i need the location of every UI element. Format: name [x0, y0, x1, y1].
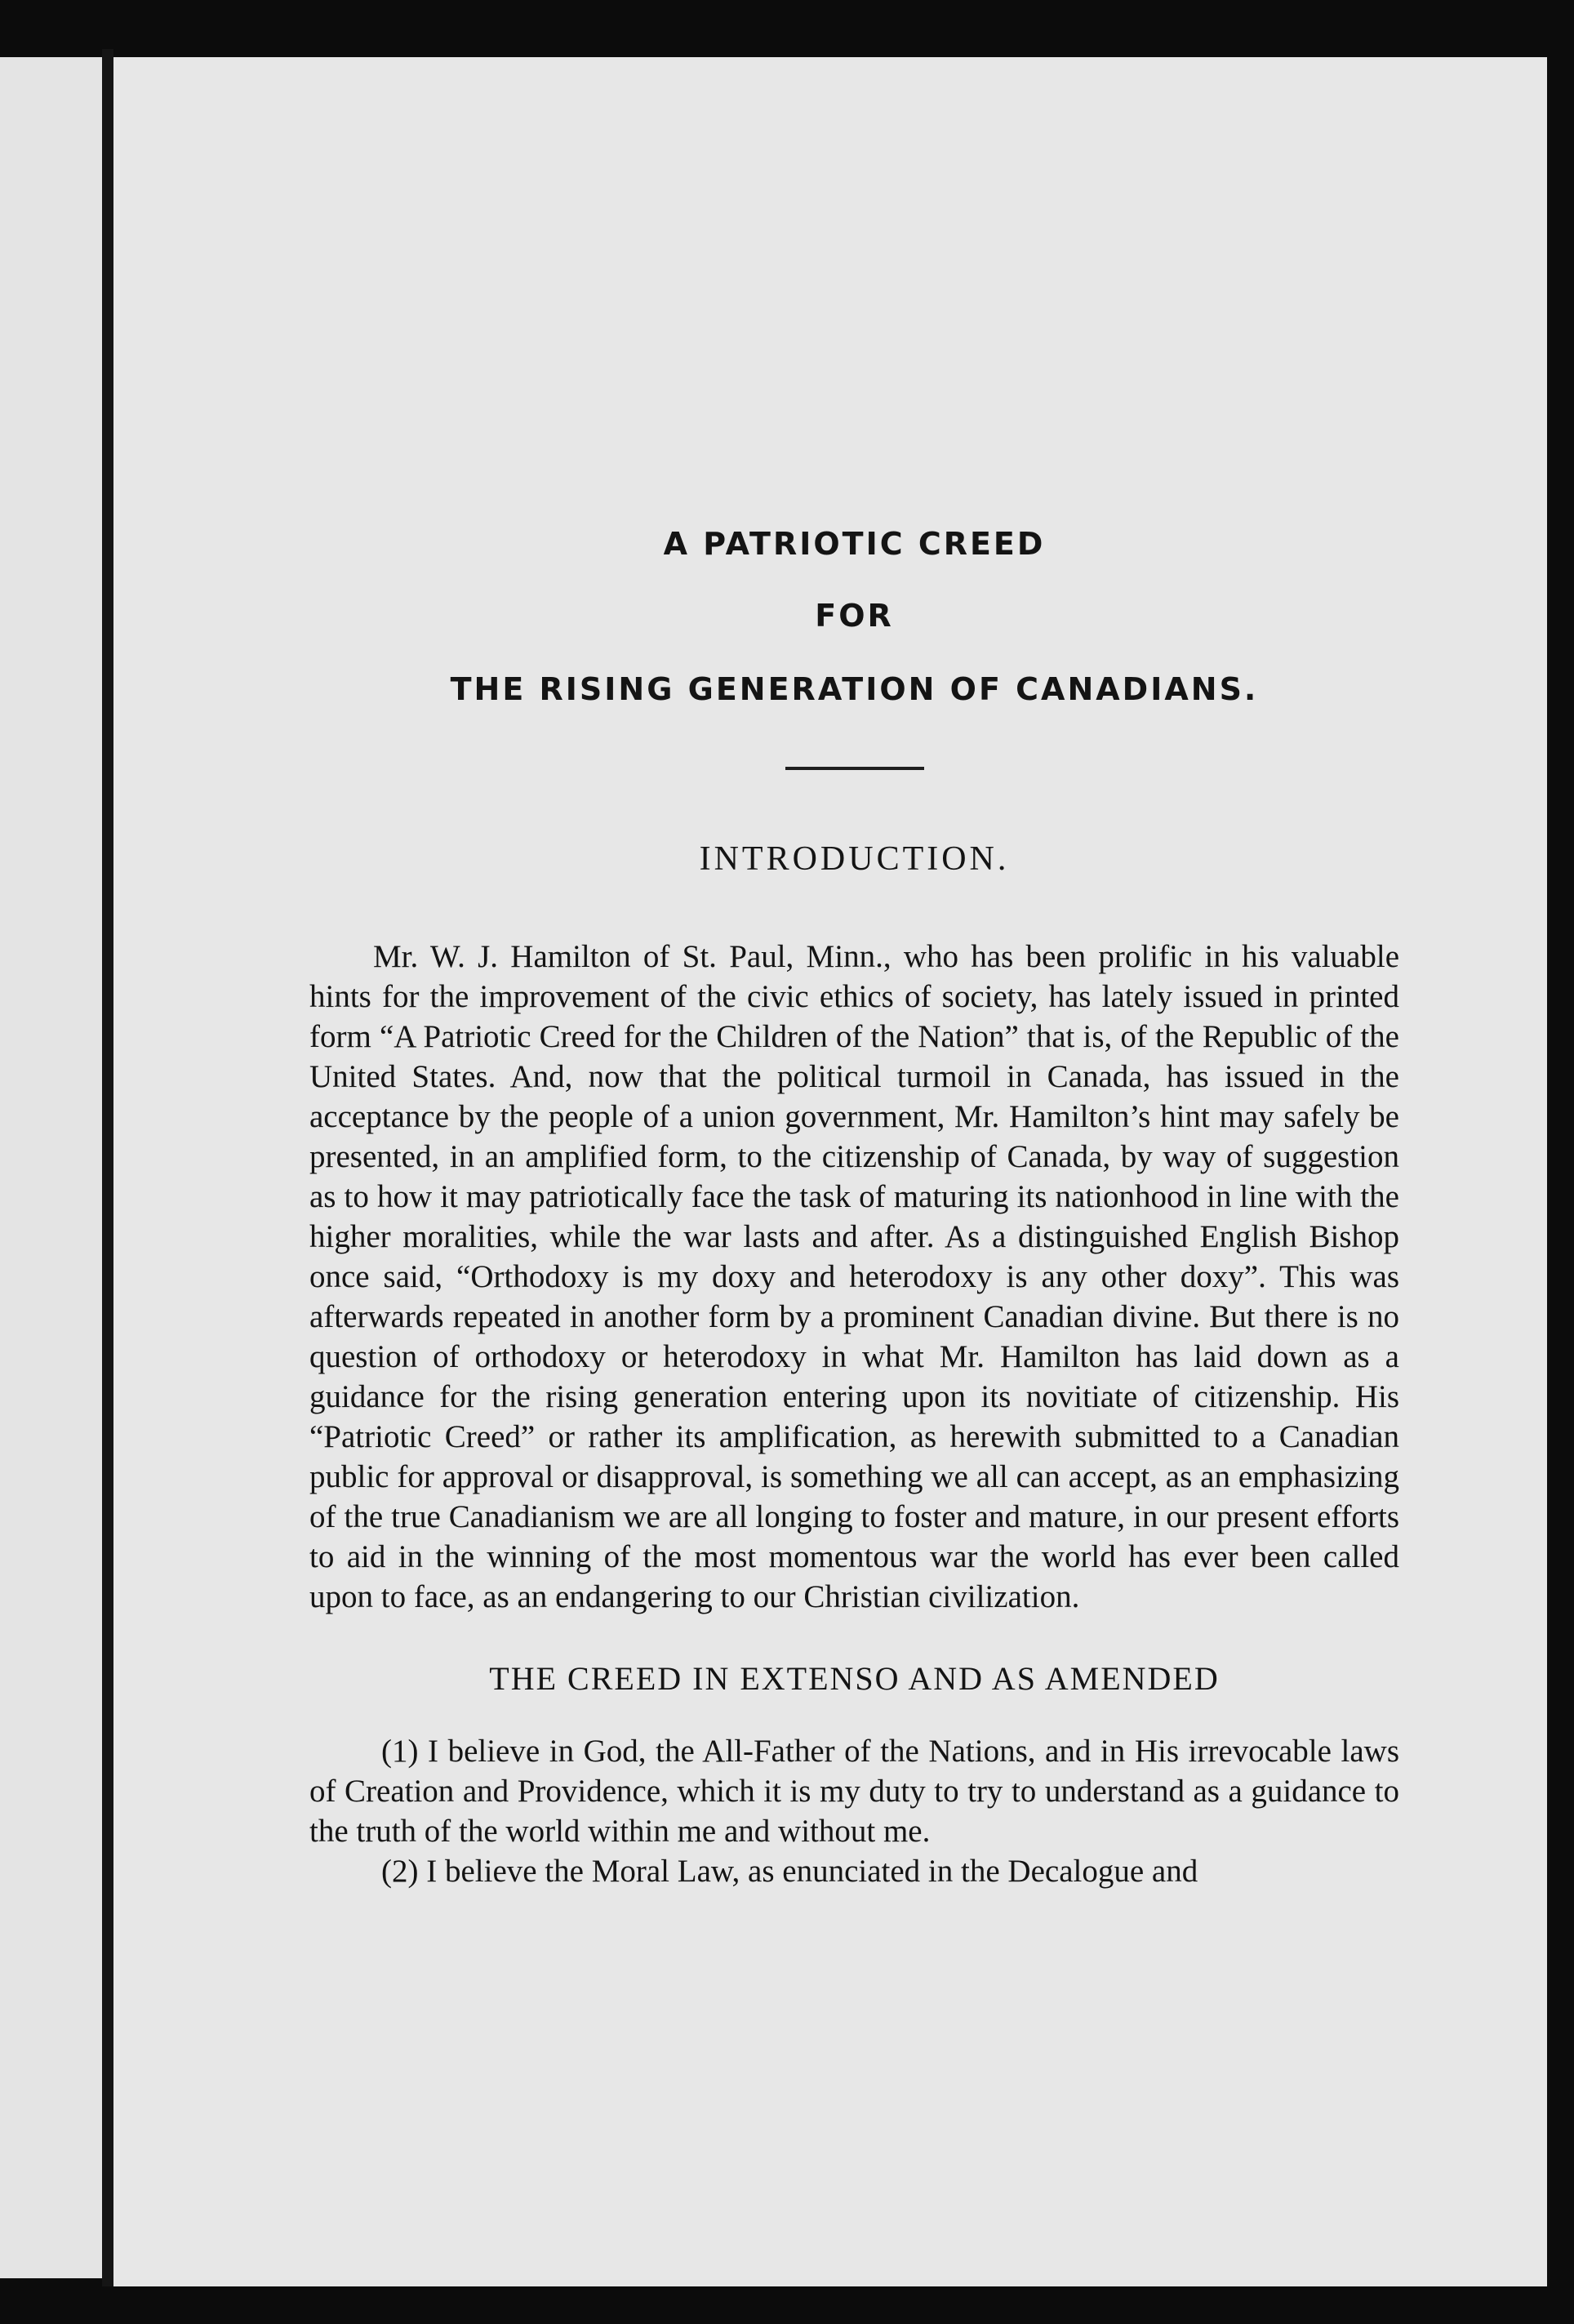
introduction-paragraph: Mr. W. J. Hamilton of St. Paul, Minn., who has been prolific in his valuable hints for the improvement of the civic ethics of society, has lately issued in printed form “A Patriotic Creed for the Children of the Nation” that is, of the Republic of the United States. And, now that the political turmoil in Canada, has issued in the acceptance by the people of a union government, Mr. Hamilton’s hint may safely be presented, in an amplified form, to the citizenship of Canada, by way of suggestion as to how it may patriotically face the task of maturing its nationhood in line with the higher moralities, while the war lasts and after. As a distinguished English Bishop once said, “Orthodoxy is my doxy and heterodoxy is any other doxy”. This was afterwards repeated in another form by a prominent Canadian divine. But there is no question of orthodoxy or heterodoxy in what Mr. Hamilton has laid down as a guidance for the rising generation entering upon its novitiate of citizenship. His “Patriotic Creed” or rather its amplification, as herewith submitted to a Canadian public for approval or disapproval, is something we all can accept, as an emphasizing of the true Canadianism we are all longing to foster and mature, in our present efforts to aid in the winning of the most momentous war the world has ever been called upon to face, as an endangering to our Christian civilization.	[309, 939, 1399, 1614]
book-gutter	[102, 49, 113, 2286]
creed-item-1: (1) I believe in God, the All-Father of the Nations, and in His irrevocable laws of Creation and Providence, which it is my duty to try to understand as a guidance to the truth of the world within me and without me.	[309, 1734, 1399, 1849]
title-line-3: THE RISING GENERATION OF CANADIANS.	[450, 671, 1259, 707]
introduction-heading: INTRODUCTION.	[699, 840, 1010, 878]
creed-heading: THE CREED IN EXTENSO AND AS AMENDED	[489, 1660, 1220, 1697]
creed-item-2: (2) I believe the Moral Law, as enunciated in the Decalogue and	[381, 1854, 1198, 1889]
title-line-2: FOR	[815, 598, 894, 634]
document-page	[113, 57, 1547, 2286]
facing-page-edge	[0, 57, 102, 2278]
title-line-1: A PATRIOTIC CREED	[663, 526, 1046, 562]
page-content	[309, 461, 1399, 1891]
title-divider	[785, 767, 924, 770]
